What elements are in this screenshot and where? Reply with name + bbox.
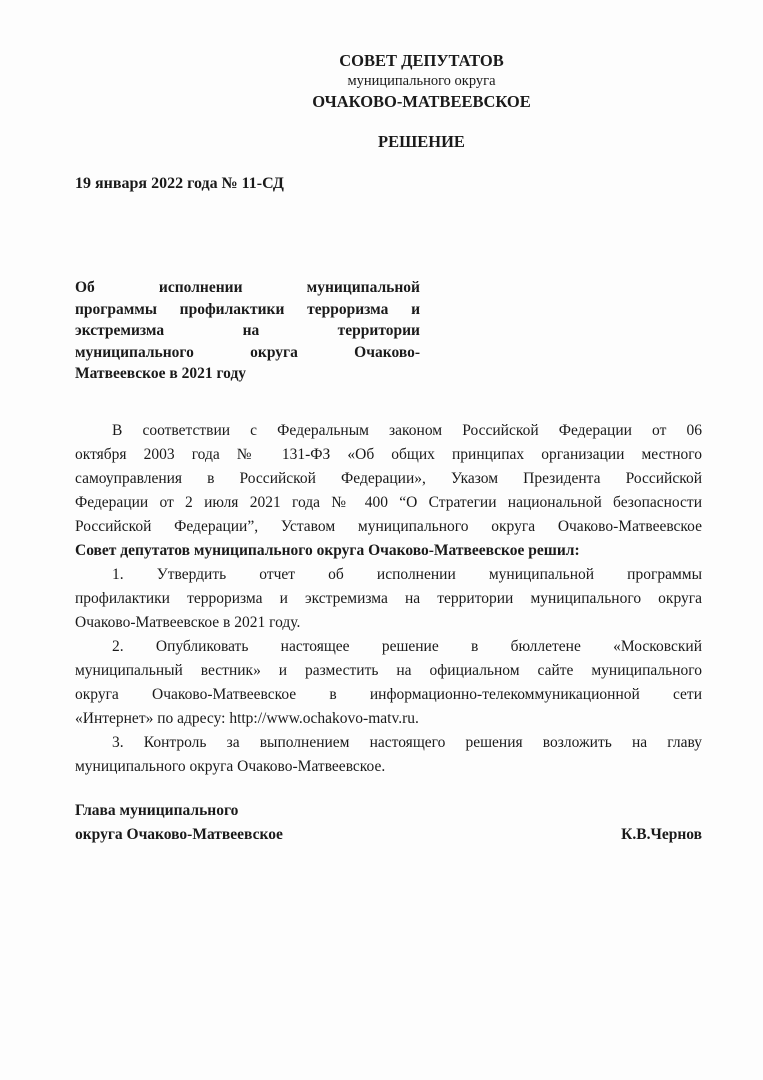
- council-resolved-line: Совет депутатов муниципального округа Очаково-Матвеевское решил:: [75, 542, 580, 559]
- decision-body: [75, 419, 702, 779]
- item-1-line: 1. Утвердить отчет об исполнении муниципальной программы: [112, 566, 702, 583]
- subject-line: программы профилактики терроризма и: [75, 300, 420, 318]
- item-2-line: 2. Опубликовать настоящее решение в бюллетене «Московский: [112, 638, 702, 655]
- preamble-line: В соответствии с Федеральным законом Российской Федерации от 06: [112, 422, 702, 439]
- decision-title: РЕШЕНИЕ: [378, 132, 465, 151]
- item-3-line: 3. Контроль за выполнением настоящего решения возложить на главу: [112, 734, 702, 751]
- item-2-line: муниципальный вестник» и разместить на официальном сайте муниципального: [75, 662, 702, 679]
- document-header: [0, 50, 763, 112]
- signatory-name: К.В.Чернов: [621, 826, 702, 843]
- item-1-line: Очаково-Матвеевское в 2021 году.: [75, 614, 301, 631]
- item-2-line: «Интернет» по адресу: http://www.ochakovo-matv.ru.: [75, 710, 419, 727]
- subject-line: муниципального округа Очаково-: [75, 343, 420, 361]
- preamble-line: октября 2003 года № 131-ФЗ «Об общих принципах организации местного: [75, 446, 702, 463]
- district-type: муниципального округа: [347, 73, 496, 89]
- preamble-line: Российской Федерации”, Уставом муниципального округа Очаково-Матвеевское: [75, 518, 702, 535]
- preamble-line: самоуправления в Российской Федерации», Указом Президента Российской: [75, 470, 702, 487]
- item-3-line: муниципального округа Очаково-Матвеевское.: [75, 758, 386, 775]
- subject-line: Об исполнении муниципальной: [75, 279, 420, 296]
- signatory-title-line2: округа Очаково-Матвеевское: [75, 826, 283, 843]
- district-name: ОЧАКОВО-МАТВЕЕВСКОЕ: [312, 92, 531, 111]
- subject-line: Матвеевское в 2021 году: [75, 365, 247, 382]
- item-2-line: округа Очаково-Матвеевское в информационно-телекоммуникационной сети: [75, 686, 702, 703]
- signatory-title-line1: Глава муниципального: [75, 802, 239, 819]
- signature-block: [75, 799, 702, 847]
- preamble-line: Федерации от 2 июля 2021 года № 400 “О Стратегии национальной безопасности: [75, 494, 702, 511]
- council-name: СОВЕТ ДЕПУТАТОВ: [339, 51, 504, 70]
- decision-subject: [75, 277, 420, 385]
- subject-line: экстремизма на территории: [75, 322, 420, 339]
- item-1-line: профилактики терроризма и экстремизма на территории муниципального округа: [75, 590, 702, 607]
- decision-date-number: 19 января 2022 года № 11-СД: [75, 175, 284, 192]
